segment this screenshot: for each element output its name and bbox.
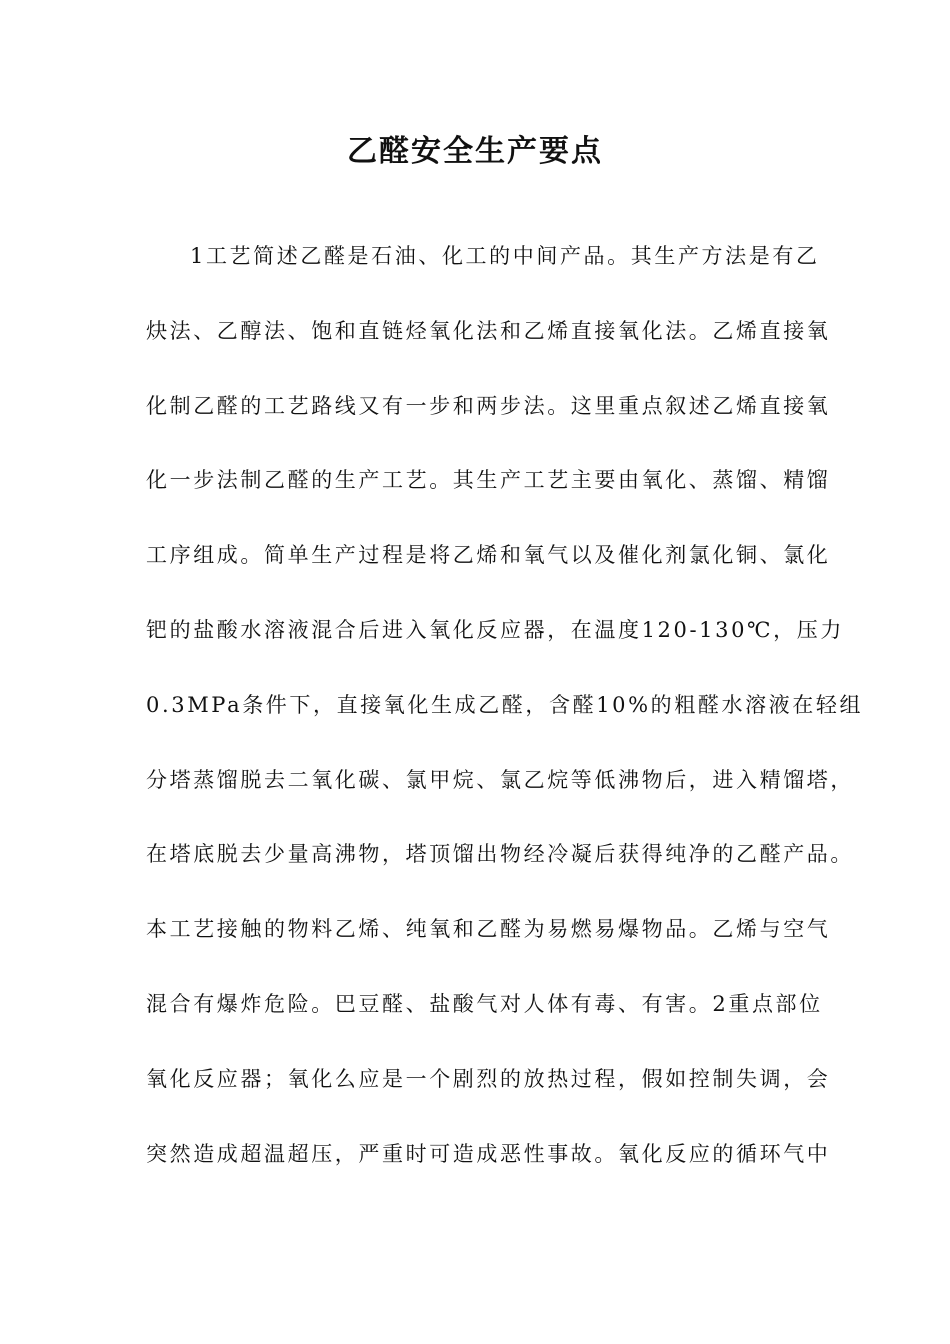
text-line: 钯的盐酸水溶液混合后进入氧化反应器，在温度120-130℃，压力: [146, 617, 844, 642]
text-line: 工序组成。简单生产过程是将乙烯和氧气以及催化剂氯化铜、氯化: [146, 543, 831, 568]
body-paragraph: [146, 236, 864, 1208]
text-line: 1工艺简述乙醛是石油、化工的中间产品。其生产方法是有乙: [190, 244, 820, 268]
text-line: 在塔底脱去少量高沸物，塔顶馏出物经冷凝后获得纯净的乙醛产品。: [146, 842, 854, 867]
text-line: 炔法、乙醇法、饱和直链烃氧化法和乙烯直接氧化法。乙烯直接氧: [146, 318, 831, 343]
text-line: 化制乙醛的工艺路线又有一步和两步法。这里重点叙述乙烯直接氧: [146, 393, 831, 418]
text-line: 氧化反应器；氧化么应是一个剧烈的放热过程，假如控制失调，会: [146, 1066, 831, 1091]
text-line: 混合有爆炸危险。巴豆醛、盐酸气对人体有毒、有害。2重点部位: [146, 991, 823, 1016]
text-line: 分塔蒸馏脱去二氧化碳、氯甲烷、氯乙烷等低沸物后，进入精馏塔，: [146, 767, 854, 792]
text-line: 本工艺接触的物料乙烯、纯氧和乙醛为易燃易爆物品。乙烯与空气: [146, 917, 831, 942]
text-line: 化一步法制乙醛的生产工艺。其生产工艺主要由氧化、蒸馏、精馏: [146, 468, 831, 493]
text-line: 突然造成超温超压，严重时可造成恶性事故。氧化反应的循环气中: [146, 1141, 831, 1166]
page-title: 乙醛安全生产要点: [347, 134, 603, 169]
text-line: 0.3MPa条件下，直接氧化生成乙醛，含醛10%的粗醛水溶液在轻组: [146, 692, 864, 717]
